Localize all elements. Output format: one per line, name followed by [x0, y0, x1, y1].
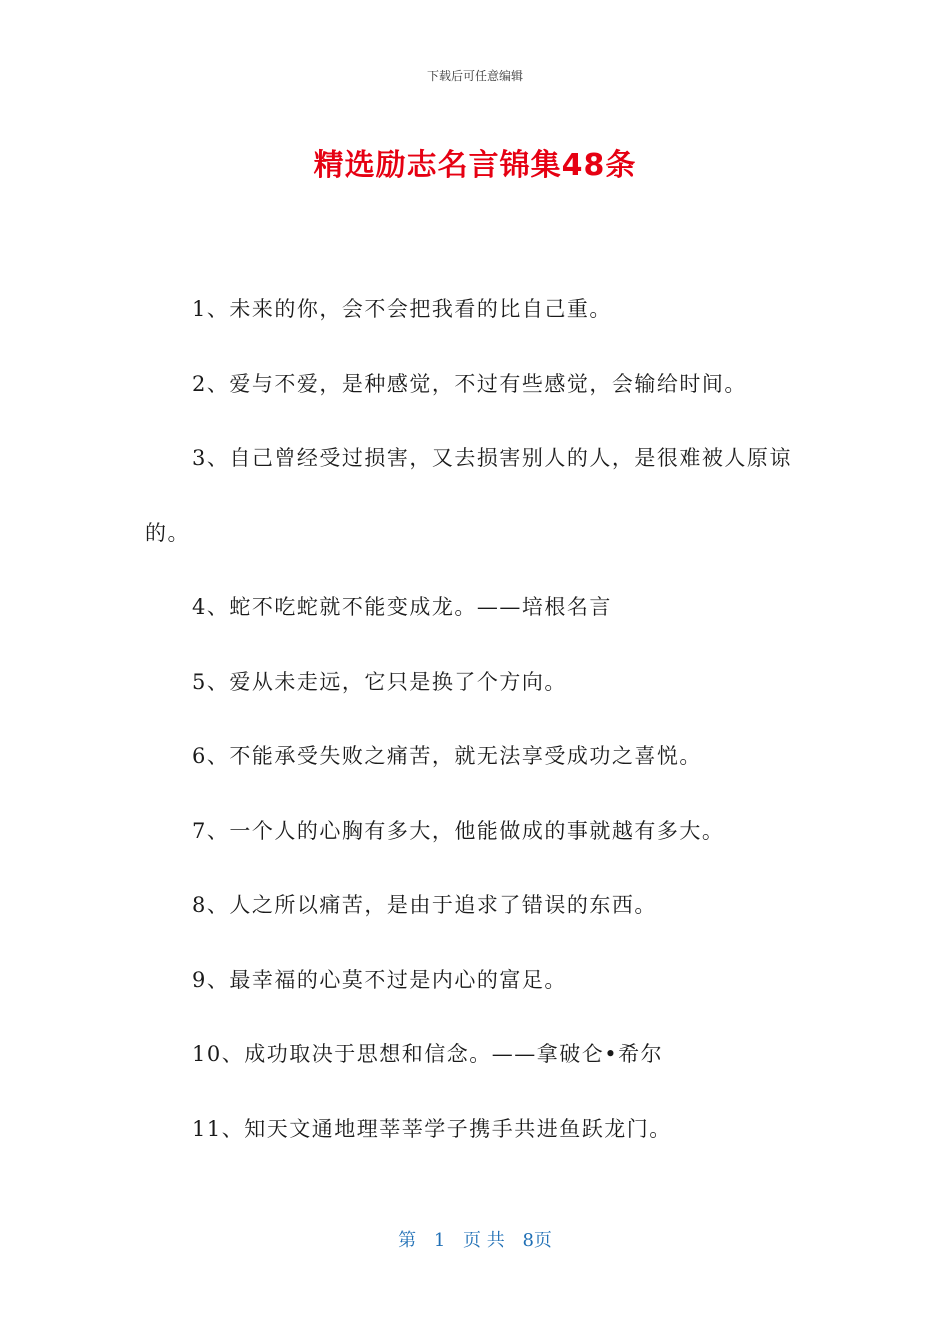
footer-middle: 页 共 [463, 1230, 505, 1251]
quote-item: 9、最幸福的心莫不过是内心的富足。 [192, 967, 567, 992]
header-note: 下载后可任意编辑 [426, 69, 523, 83]
quote-item: 1、未来的你，会不会把我看的比自己重。 [192, 297, 612, 321]
quote-list [145, 272, 810, 1166]
quote-item: 11、知天文通地理莘莘学子携手共进鱼跃龙门。 [192, 1116, 672, 1141]
quote-item: 5、爱从未走远，它只是换了个方向。 [192, 669, 567, 694]
quote-item: 3、自己曾经受过损害，又去损害别人的人，是很难被人原谅的。 [145, 446, 792, 545]
footer-page-number: 1 [433, 1230, 446, 1251]
quote-item: 6、不能承受失败之痛苦，就无法享受成功之喜悦。 [192, 744, 702, 768]
quote-item: 4、蛇不吃蛇就不能变成龙。——培根名言 [192, 595, 612, 619]
quote-item: 7、一个人的心胸有多大，他能做成的事就越有多大。 [192, 818, 725, 843]
quote-item: 10、成功取决于思想和信念。——拿破仑•希尔 [192, 1042, 664, 1066]
page-footer [0, 1226, 950, 1252]
document-title: 精选励志名言锦集48条 [313, 148, 637, 183]
quote-item: 8、人之所以痛苦，是由于追求了错误的东西。 [192, 893, 657, 917]
quote-item: 2、爱与不爱，是种感觉，不过有些感觉，会输给时间。 [192, 371, 747, 396]
footer-total-pages: 8页 [522, 1230, 552, 1251]
footer-prefix: 第 [398, 1230, 417, 1251]
